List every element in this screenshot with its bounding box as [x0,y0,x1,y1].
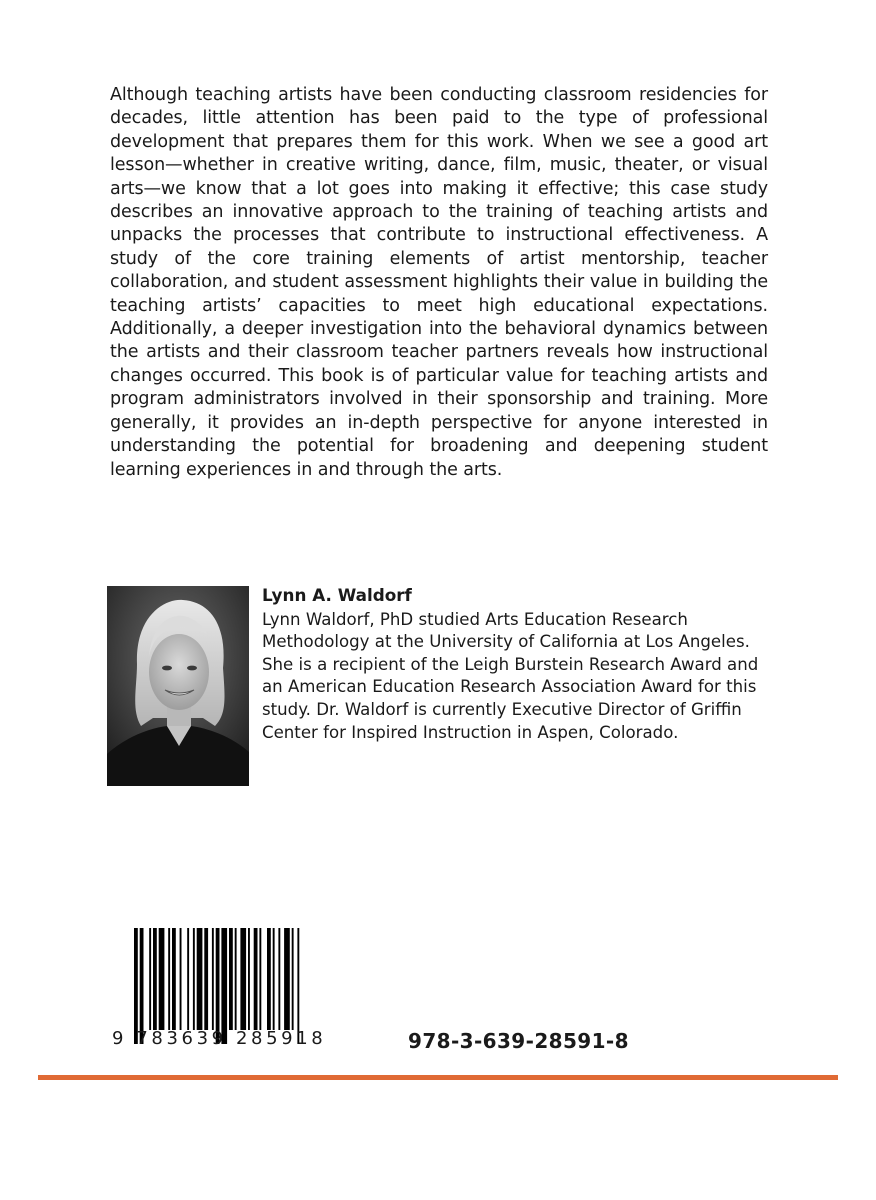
barcode [112,928,362,1058]
barcode-bar [168,928,170,1030]
barcode-bar [254,928,258,1030]
barcode-bar [297,928,299,1044]
barcode-bar [134,928,138,1044]
barcode-bar [278,928,280,1030]
barcode-bar [284,928,290,1030]
barcode-bar [235,928,237,1030]
barcode-bar [193,928,195,1030]
barcode-bar [180,928,182,1030]
isbn-number: 978-3-639-28591-8 [408,1029,629,1053]
barcode-bar [204,928,208,1030]
barcode-bars [134,928,354,1044]
barcode-bar [187,928,189,1030]
barcode-bar [259,928,261,1030]
barcode-bar [197,928,203,1030]
barcode-bar [172,928,176,1030]
author-name: Lynn A. Waldorf [262,585,412,605]
author-portrait-image [107,586,249,786]
barcode-bar [273,928,275,1030]
author-bio: Lynn Waldorf, PhD studied Arts Education Research Methodology at the University of California at Los Angeles. She is a recipient of the Leigh Burstein Research Award and an American Education Research Association Award for this study. Dr. Waldorf is currently Executive Director of Griffin Center for Inspired Instruction in Aspen, Colorado. [262,609,759,742]
barcode-bar [267,928,271,1030]
barcode-bar [149,928,151,1030]
barcode-bar [248,928,250,1030]
barcode-bar [229,928,233,1030]
barcode-bar [212,928,214,1030]
author-photo [107,586,249,786]
accent-rule [38,1075,838,1080]
barcode-bar [140,928,144,1044]
book-description: Although teaching artists have been conducting classroom residencies for decades, little attention has been paid to the type of professional development that prepares them for this work. When we see a good art lesson—whether in creative writing, dance, film, music, theater, or visual arts—we know that a lot goes into making it effective; this case study describes an innovative approach to the training of teaching artists and unpacks the processes that contribute to instructional effectiveness. A study of the core training elements of artist mentorship, teacher collaboration, and student assessment highlights their value in building the teaching artists’ capacities to meet high educational expectations. Additionally, a deeper investigation into the behavioral dynamics between the artists and their classroom teacher partners reveals how instructional changes occurred. This book is of particular value for teaching artists and program administrators involved in their sponsorship and training. More generally, it provides an in-depth perspective for anyone interested in understanding the potential for broadening and deepening student learning experiences in and through the arts. [110,85,768,480]
barcode-bar [221,928,227,1044]
barcode-digits: 9 783639 285918 [112,1028,327,1049]
barcode-bar [153,928,157,1030]
barcode-bar [292,928,294,1030]
author-section [262,584,782,744]
barcode-bar [240,928,246,1030]
barcode-bar [159,928,165,1030]
barcode-bar [216,928,220,1044]
